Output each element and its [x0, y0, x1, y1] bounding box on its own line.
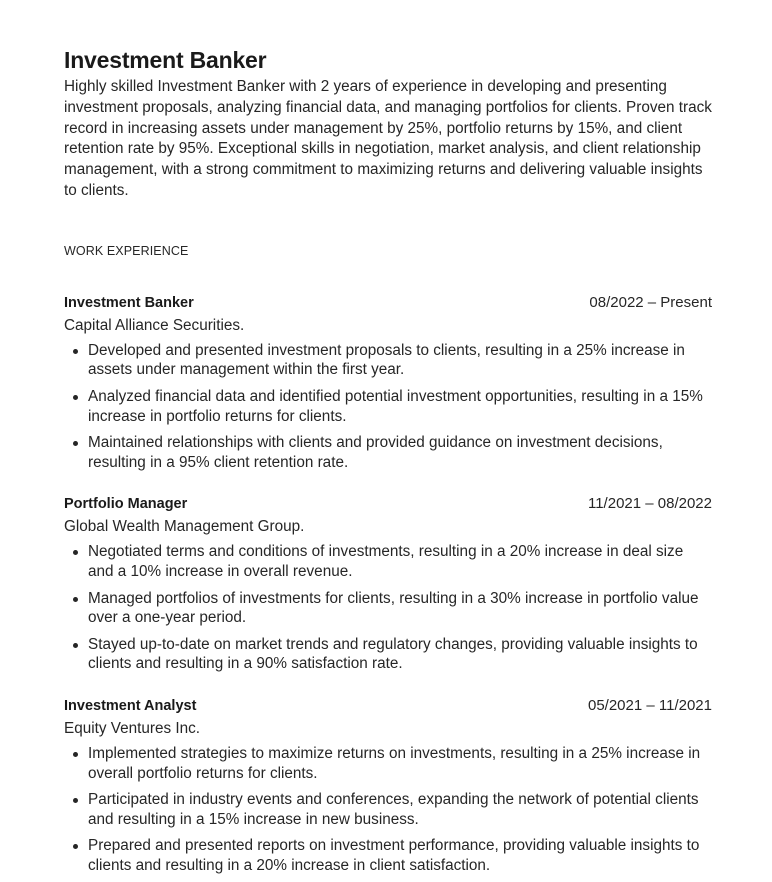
job-bullets [64, 744, 712, 876]
job-bullets [64, 542, 712, 674]
job-header [64, 494, 712, 516]
job-company: Capital Alliance Securities. [64, 316, 245, 334]
job-bullets [64, 341, 712, 473]
job-title: Investment Analyst [64, 697, 197, 714]
job-bullet: Participated in industry events and conferences, expanding the network of potential clients and resulting in a 15% increase in new business. [88, 790, 712, 829]
job-dates: 11/2021 – 08/2022 [587, 495, 712, 513]
professional-summary: Highly skilled Investment Banker with 2 years of experience in developing and presenting investment proposals, analyzing financial data, and managing portfolios for clients. Proven track record in increasing assets under management by 25%, portfolio returns by 15%, and client retention rate by 95%. Exceptional skills in negotiation, market analysis, and client relationship management, with a strong commitment to maximizing returns and delivering valuable insights to clients. [64, 78, 712, 199]
section-title-work-experience: WORK EXPERIENCE [64, 243, 189, 258]
job-dates: 05/2021 – 11/2021 [587, 696, 712, 714]
job-title: Portfolio Manager [64, 496, 188, 513]
job-header [64, 696, 712, 718]
job-bullet: Negotiated terms and conditions of investments, resulting in a 20% increase in deal size and a 10% increase in overall revenue. [88, 542, 712, 581]
job-title: Investment Banker [64, 294, 194, 311]
job-company: Equity Ventures Inc. [64, 719, 201, 737]
job-entry [64, 293, 712, 473]
job-bullet: Developed and presented investment proposals to clients, resulting in a 25% increase in assets under management within the first year. [88, 341, 712, 380]
job-bullet: Prepared and presented reports on investment performance, providing valuable insights to clients and resulting in a 20% increase in client satisfaction. [88, 836, 712, 875]
job-header [64, 293, 712, 315]
job-bullet: Stayed up-to-date on market trends and regulatory changes, providing valuable insights to clients and resulting in a 90% satisfaction rate. [88, 635, 712, 674]
resume-name: Investment Banker [64, 47, 267, 73]
job-bullet: Analyzed financial data and identified potential investment opportunities, resulting in a 15% increase in portfolio returns for clients. [88, 387, 712, 426]
job-bullet: Managed portfolios of investments for clients, resulting in a 30% increase in portfolio value over a one-year period. [88, 589, 712, 628]
job-company: Global Wealth Management Group. [64, 518, 305, 536]
job-bullet: Maintained relationships with clients and provided guidance on investment decisions, resulting in a 95% client retention rate. [88, 433, 712, 472]
job-bullet: Implemented strategies to maximize returns on investments, resulting in a 25% increase in overall portfolio returns for clients. [88, 744, 712, 783]
resume-page [64, 44, 712, 882]
job-entry [64, 494, 712, 674]
job-entry [64, 696, 712, 876]
job-dates: 08/2022 – Present [589, 293, 712, 311]
